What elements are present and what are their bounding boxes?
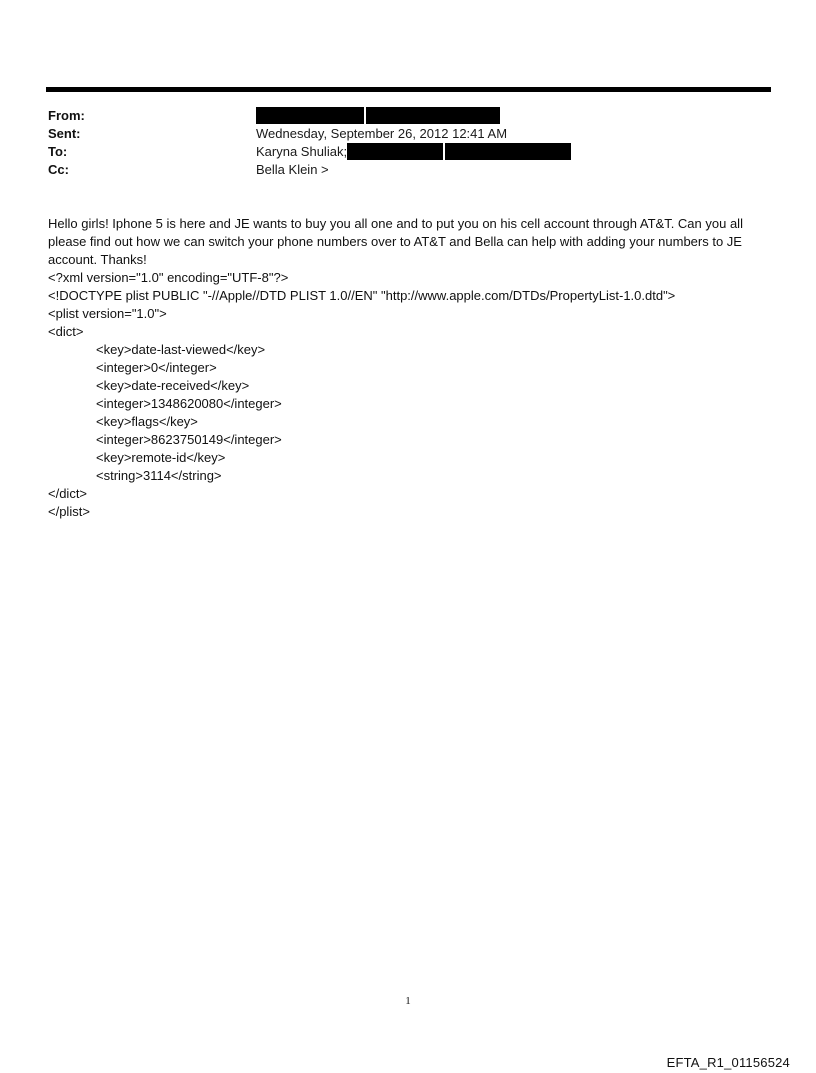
redaction-block bbox=[347, 143, 443, 160]
email-header bbox=[48, 107, 768, 179]
dict-line: <string>3114</string> bbox=[96, 468, 222, 483]
redaction-block bbox=[256, 107, 364, 124]
page-number: 1 bbox=[405, 995, 411, 1007]
dict-line: <key>date-last-viewed</key> bbox=[96, 342, 266, 357]
plist-line: <?xml version="1.0" encoding="UTF-8"?> bbox=[48, 270, 289, 285]
header-rule bbox=[46, 87, 771, 92]
redaction-block bbox=[445, 143, 571, 160]
message-text: Hello girls! Iphone 5 is here and JE wants to buy you all one and to put you on his cell account through AT&T. Can you all please find out how we can switch your phone numbers over to AT&T and Bella can help with adding your numbers to JE account. Thanks! bbox=[48, 216, 743, 267]
from-row bbox=[48, 107, 768, 125]
cc-label: Cc: bbox=[48, 162, 69, 177]
cc-value: Bella Klein > bbox=[256, 162, 329, 177]
cc-row bbox=[48, 161, 768, 179]
to-row bbox=[48, 143, 768, 161]
to-label: To: bbox=[48, 144, 68, 159]
sent-label: Sent: bbox=[48, 126, 81, 141]
dict-line: <integer>0</integer> bbox=[96, 360, 217, 375]
document-id: EFTA_R1_01156524 bbox=[666, 1055, 790, 1070]
sent-row bbox=[48, 125, 768, 143]
plist-line: <!DOCTYPE plist PUBLIC "-//Apple//DTD PLIST 1.0//EN" "http://www.apple.com/DTDs/PropertyList-1.0.dtd"> bbox=[48, 288, 676, 303]
email-body bbox=[48, 215, 774, 521]
to-recipient: Karyna Shuliak; bbox=[256, 144, 348, 159]
dict-line: <integer>8623750149</integer> bbox=[96, 432, 282, 447]
dict-line: <key>remote-id</key> bbox=[96, 450, 226, 465]
closing-line: </plist> bbox=[48, 504, 90, 519]
dict-line: <key>date-received</key> bbox=[96, 378, 250, 393]
dict-line: <integer>1348620080</integer> bbox=[96, 396, 282, 411]
from-label: From: bbox=[48, 108, 85, 123]
from-value bbox=[256, 107, 500, 125]
redaction-block bbox=[366, 107, 500, 124]
closing-line: </dict> bbox=[48, 486, 88, 501]
dict-line: <key>flags</key> bbox=[96, 414, 198, 429]
to-value bbox=[256, 143, 571, 161]
plist-line: <plist version="1.0"> bbox=[48, 306, 167, 321]
sent-value: Wednesday, September 26, 2012 12:41 AM bbox=[256, 126, 508, 141]
plist-line: <dict> bbox=[48, 324, 84, 339]
